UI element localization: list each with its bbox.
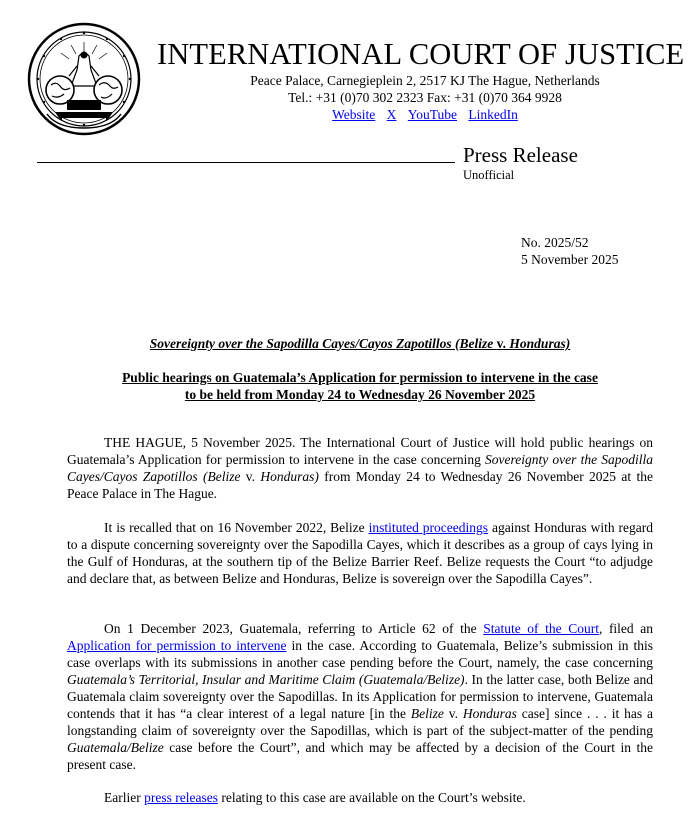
social-links [230, 106, 620, 123]
youtube-link[interactable]: YouTube [407, 107, 457, 122]
paragraph-3: On 1 December 2023, Guatemala, referring to Article 62 of the Statute of the Court, filed an Application for permission to intervene in the case. According to Guatemala, Belize’s submission in this case overlaps with its submissions in another case pending before the Court, namely, the case concerning Guatemala’s Territorial, Insular and Maritime Claim (Guatemala/Belize). In the latter case, both Belize and Guatemala claim sovereignty over the Sapodillas. In its Application for permission to intervene, Guatemala contends that it has “a clear interest of a legal nature [in the Belize v. Honduras case] since . . . it has a longstanding claim of sovereignty over the Sapodillas, which is part of the subject-matter of the pending Guatemala/Belize case before the Court”, and which may be affected by a decision of the Court in the present case. [67, 621, 654, 772]
court-seal-logo [27, 22, 141, 136]
paragraph-2: It is recalled that on 16 November 2022, Belize instituted proceedings against Honduras with regard to a dispute concerning sovereignty over the Sapodilla Cayes, which it describes as a group of cays lying in the Gulf of Honduras, at the southern tip of the Belize Barrier Reef. Belize requests the Court “to adjudge and declare that, as between Belize and Honduras, Belize is sovereign over the Sapodilla Cayes”. [67, 520, 653, 586]
case-title-part2: Honduras) [506, 336, 571, 351]
postal-address: Peace Palace, Carnegieplein 2, 2517 KJ The Hague, Netherlands [250, 73, 600, 88]
statute-link[interactable]: Statute of the Court [483, 621, 599, 636]
press-release-label: Press Release [463, 143, 578, 167]
x-link[interactable]: X [386, 107, 397, 122]
subtitle-line2: to be held from Monday 24 to Wednesday 26 November 2025 [184, 387, 536, 402]
paragraph-1: THE HAGUE, 5 November 2025. The International Court of Justice will hold public hearings on Guatemala’s Application for permission to intervene in the case concerning Sovereignty over the Sapodilla Cayes/Cayos Zapotillos (Belize v. Honduras) from Monday 24 to Wednesday 26 November 2025 at the Peace Palace in The Hague. [67, 435, 653, 501]
header-divider [37, 162, 455, 163]
application-link[interactable]: Application for permission to intervene [67, 638, 287, 653]
address-block [230, 72, 620, 123]
press-subtitle [67, 369, 653, 403]
court-name: INTERNATIONAL COURT OF JUSTICE [157, 37, 685, 71]
case-title-part1: Sovereignty over the Sapodilla Cayes/Cayos Zapotillos (Belize [149, 336, 497, 351]
case-title-versus: v. [496, 336, 507, 351]
release-date: 5 November 2025 [521, 252, 619, 267]
case-title [67, 335, 653, 352]
instituted-proceedings-link[interactable]: instituted proceedings [368, 520, 488, 535]
release-number: No. 2025/52 [521, 235, 589, 250]
linkedin-link[interactable]: LinkedIn [468, 107, 518, 122]
release-reference [521, 234, 618, 268]
website-link[interactable]: Website [332, 107, 376, 122]
contact-line: Tel.: +31 (0)70 302 2323 Fax: +31 (0)70 364 9928 [288, 90, 562, 105]
press-releases-link[interactable]: press releases [144, 790, 218, 805]
unofficial-label: Unofficial [463, 168, 515, 182]
paragraph-4: Earlier press releases relating to this case are available on the Court’s website. [104, 790, 526, 805]
subtitle-line1: Public hearings on Guatemala’s Application for permission to intervene in the case [122, 370, 598, 385]
